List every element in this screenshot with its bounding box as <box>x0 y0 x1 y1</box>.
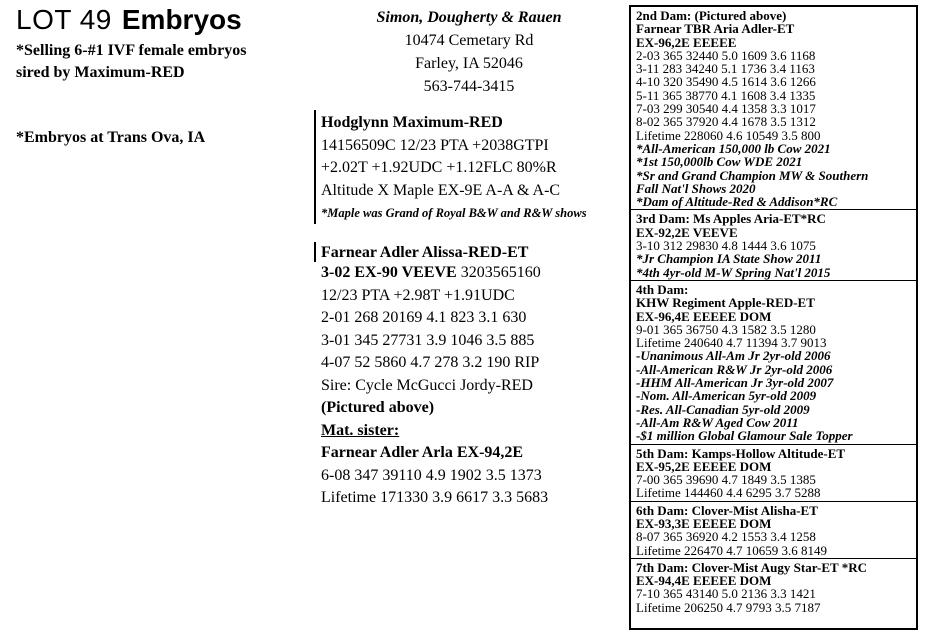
section-divider <box>631 501 916 502</box>
mat-sister-record: Lifetime 171330 3.9 6617 3.3 5683 <box>321 489 549 506</box>
dam-generation-section <box>636 9 916 208</box>
selling-line: *Selling 6-#1 IVF female embryos <box>16 42 247 59</box>
dam-record-line: 5-11 365 38770 4.1 1608 3.4 1335 <box>636 87 816 103</box>
dam-registration: 3203565160 <box>460 264 541 281</box>
dam-record-line: 8-07 365 36920 4.2 1553 3.4 1258 <box>636 529 816 545</box>
consigner-phone: 563-744-3415 <box>423 78 515 95</box>
dam-achievement-note: *All-American 150,000 lb Cow 2021 <box>636 140 831 156</box>
dam-record-line: Lifetime 228060 4.6 10549 3.5 800 <box>636 127 821 143</box>
dam-heading-line: EX-96,4E EEEEE DOM <box>636 308 772 324</box>
dam-generation-section <box>636 504 916 557</box>
dam-class-line <box>321 262 619 285</box>
dam-record-line: 3-01 345 27731 3.9 1046 3.5 885 <box>321 331 535 349</box>
dam-heading-line: 3rd Dam: Ms Apples Aria-ET*RC <box>636 211 826 227</box>
dam-heading-line: 5th Dam: Kamps-Hollow Altitude-ET <box>636 445 846 461</box>
dam-generation-section <box>636 561 916 614</box>
dam-achievement-note: -All-Am R&W Aged Cow 2011 <box>636 414 799 430</box>
section-divider <box>631 209 916 210</box>
dam-record-line: Lifetime 144460 4.4 6295 3.7 5288 <box>636 485 821 501</box>
dam-heading-line: 7th Dam: Clover-Mist Augy Star-ET *RC <box>636 559 867 575</box>
pedigree-middle <box>314 110 619 510</box>
section-divider <box>631 558 916 559</box>
dam-record-line: Lifetime 206250 4.7 9793 3.5 7187 <box>636 599 821 615</box>
mat-sister-label: Mat. sister: <box>321 421 400 439</box>
section-divider <box>631 444 916 445</box>
dam-heading-line: EX-92,2E VEEVE <box>636 224 738 240</box>
dam-heading-line: EX-95,2E EEEEE DOM <box>636 458 772 474</box>
dam-block <box>314 262 619 510</box>
dam-heading-line: Farnear TBR Aria Adler-ET <box>636 21 795 37</box>
dam-heading-line: KHW Regiment Apple-RED-ET <box>636 295 815 311</box>
dam-record-line: 3-11 283 34240 5.1 1736 3.4 1163 <box>636 61 815 77</box>
dam-achievement-note: *Jr Champion IA State Show 2011 <box>636 251 822 267</box>
dam-record-line: 9-01 365 36750 4.3 1582 3.5 1280 <box>636 321 816 337</box>
consigner-city: Farley, IA 52046 <box>415 55 523 72</box>
maternal-line-box <box>629 5 918 630</box>
sire-info-line: 14156509C 12/23 PTA +2038GTPI <box>321 136 549 154</box>
dam-record-line: Lifetime 226470 4.7 10659 3.6 8149 <box>636 542 828 558</box>
lot-number: LOT 49 <box>16 4 112 35</box>
selling-line: sired by Maximum-RED <box>16 64 185 81</box>
dam-heading-line: EX-93,3E EEEEE DOM <box>636 515 772 531</box>
consigner-name: Simon, Dougherty & Rauen <box>376 9 562 26</box>
dam-record-line: 4-07 52 5860 4.7 278 3.2 190 RIP <box>321 354 540 371</box>
dam-heading-line: EX-94,4E EEEEE DOM <box>636 573 772 589</box>
dam-header-block <box>314 242 619 262</box>
dam-achievement-note: -Res. All-Canadian 5yr-old 2009 <box>636 401 810 417</box>
section-divider <box>631 280 916 281</box>
dam-heading-line: 6th Dam: Clover-Mist Alisha-ET <box>636 502 818 518</box>
dam-achievement-note: -Nom. All-American 5yr-old 2009 <box>636 388 817 404</box>
dam-achievement-note: -$1 million Global Glamour Sale Topper <box>636 428 853 444</box>
embryo-location: *Embryos at Trans Ova, IA <box>16 129 206 146</box>
dam-record-line: 7-00 365 39690 4.7 1849 3.5 1385 <box>636 472 816 488</box>
dam-achievement-note: Fall Nat'l Shows 2020 <box>636 180 756 196</box>
dam-generation-section <box>636 212 916 278</box>
mat-sister-name: Farnear Adler Arla EX-94,2E <box>321 444 524 461</box>
sire-note: *Maple was Grand of Royal B&W and R&W shows <box>321 206 587 220</box>
dam-heading-line: 2nd Dam: (Pictured above) <box>636 8 787 23</box>
sire-info-line: +2.02T +1.92UDC +1.12FLC 80%R <box>321 159 557 176</box>
dam-record-line: 7-10 365 43140 5.0 2136 3.3 1421 <box>636 586 816 602</box>
dam-record-line: 7-03 299 30540 4.4 1358 3.3 1017 <box>636 101 816 117</box>
dam-generation-section <box>636 283 916 443</box>
maternal-line-content <box>636 9 916 614</box>
dam-name: Farnear Adler Alissa-RED-ET <box>321 244 529 261</box>
dam-achievement-note: *Sr and Grand Champion MW & Southern <box>636 167 869 183</box>
dam-heading-line: EX-96,2E EEEEE <box>636 34 737 50</box>
sire-block <box>314 110 619 224</box>
dam-record-line: 4-10 320 35490 4.5 1614 3.6 1266 <box>636 74 816 90</box>
dam-heading-line: 4th Dam: <box>636 281 689 297</box>
dam-achievement-note: *1st 150,000lb Cow WDE 2021 <box>636 154 803 170</box>
dam-record-line: 8-02 365 37920 4.4 1678 3.5 1312 <box>636 114 816 130</box>
sire-info-line: Altitude X Maple EX-9E A-A & A-C <box>321 181 561 199</box>
dam-achievement-note: -HHM All-American Jr 3yr-old 2007 <box>636 375 834 391</box>
mat-sister-record: 6-08 347 39110 4.9 1902 3.5 1373 <box>321 466 542 484</box>
dam-record-line: 2-03 365 32440 5.0 1609 3.6 1168 <box>636 47 816 63</box>
consigner-block <box>360 6 578 98</box>
lot-title <box>16 4 242 36</box>
dam-record-line: Lifetime 240640 4.7 11394 3.7 9013 <box>636 335 827 351</box>
dam-achievement-note: -All-American R&W Jr 2yr-old 2006 <box>636 361 833 377</box>
dam-achievement-note: *4th 4yr-old M-W Spring Nat'l 2015 <box>636 264 831 280</box>
dam-record-line: 3-10 312 29830 4.8 1444 3.6 1075 <box>636 238 816 254</box>
dam-sire-line: Sire: Cycle McGucci Jordy-RED <box>321 376 533 394</box>
dam-achievement-note: *Dam of Altitude-Red & Addison*RC <box>636 194 838 210</box>
dam-pictured: (Pictured above) <box>321 399 435 416</box>
dam-record-line: 12/23 PTA +2.98T +1.91UDC <box>321 286 515 304</box>
dam-record-line: 2-01 268 20169 4.1 823 3.1 630 <box>321 309 527 326</box>
sire-name: Hodglynn Maximum-RED <box>321 114 503 131</box>
consigner-address: 10474 Cemetary Rd <box>404 32 534 49</box>
dam-generation-section <box>636 447 916 500</box>
lot-selling-description <box>16 40 246 84</box>
dam-achievement-note: -Unanimous All-Am Jr 2yr-old 2006 <box>636 348 831 364</box>
dam-classification: 3-02 EX-90 VEEVE <box>321 264 457 281</box>
lot-embryos-word: Embryos <box>121 4 242 35</box>
